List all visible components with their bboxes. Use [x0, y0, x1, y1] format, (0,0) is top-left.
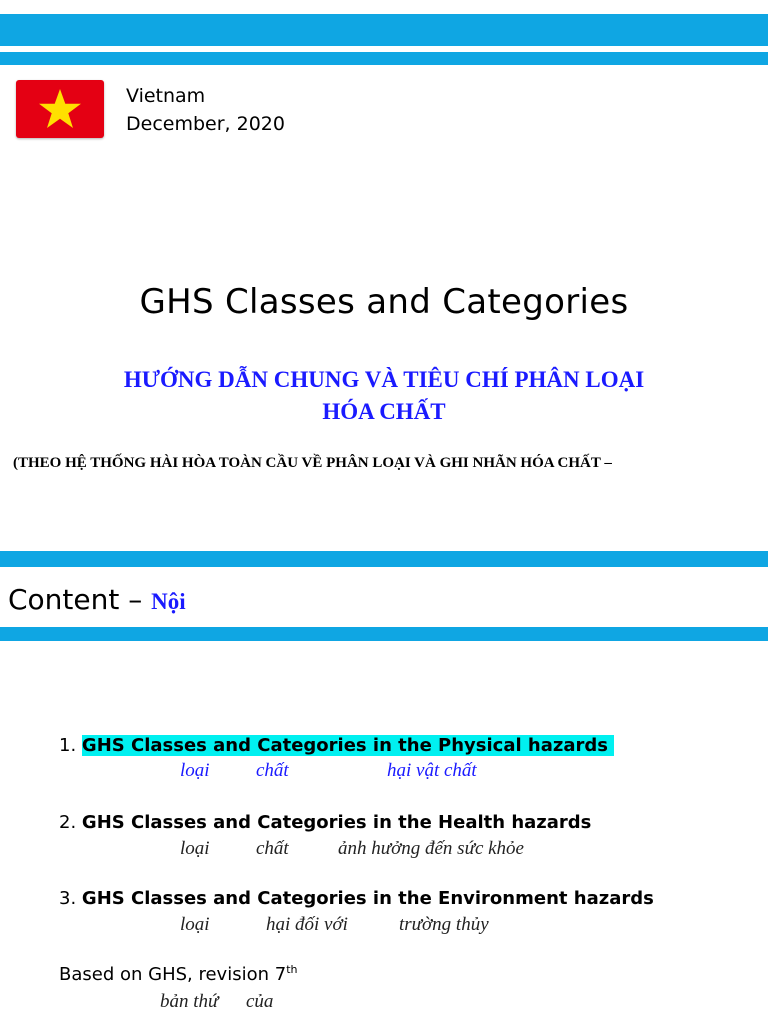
- vn-title-line2: HÓA CHẤT: [322, 399, 446, 424]
- content-divider-bar: [0, 627, 768, 641]
- translation-word: loại: [180, 914, 210, 935]
- top-thin-bar: [0, 52, 768, 65]
- translation-word: chất: [256, 838, 289, 859]
- item-text-highlighted: GHS Classes and Categories in the Physical hazards: [82, 735, 614, 756]
- vietnam-flag-icon: [16, 80, 104, 138]
- list-item-physical: [59, 735, 614, 756]
- content-heading-text: Content –: [8, 583, 143, 616]
- translation-word: trường thủy: [399, 914, 489, 935]
- translation-word: bản thứ: [160, 991, 219, 1012]
- list-item-environment: [59, 888, 654, 909]
- translation-word: loại: [180, 760, 210, 781]
- based-on-sup: th: [286, 963, 298, 976]
- top-banner-bar: [0, 14, 768, 46]
- item-text: GHS Classes and Categories in the Health hazards: [81, 812, 592, 833]
- vn-title-line1: HƯỚNG DẪN CHUNG VÀ TIÊU CHÍ PHÂN LOẠI: [123, 367, 645, 392]
- star-icon: [38, 87, 82, 131]
- translation-word: chất: [256, 760, 289, 781]
- slide-title: GHS Classes and Categories: [139, 282, 629, 322]
- based-on-note: [59, 963, 297, 985]
- content-heading-vn: Nội: [151, 589, 186, 614]
- translation-word: loại: [180, 838, 210, 859]
- country-label: Vietnam: [126, 85, 206, 107]
- item-number: 2.: [59, 812, 77, 833]
- based-on-text: Based on GHS, revision 7: [59, 964, 287, 985]
- translation-word: hại đối với: [266, 914, 348, 935]
- translation-word: hại vật chất: [387, 760, 477, 781]
- list-item-health: [59, 812, 591, 833]
- date-label: December, 2020: [126, 113, 285, 135]
- content-heading: [8, 583, 186, 616]
- vn-subtitle: (THEO HỆ THỐNG HÀI HÒA TOÀN CẦU VỀ PHÂN LOẠI VÀ GHI NHÃN HÓA CHẤT –: [13, 455, 612, 471]
- item-number: 1.: [59, 735, 77, 756]
- item-number: 3.: [59, 888, 77, 909]
- translation-word: của: [246, 991, 274, 1012]
- item-text: GHS Classes and Categories in the Environment hazards: [81, 888, 654, 909]
- bottom-banner-bar: [0, 551, 768, 567]
- translation-word: ảnh hưởng đến sức khỏe: [338, 838, 524, 859]
